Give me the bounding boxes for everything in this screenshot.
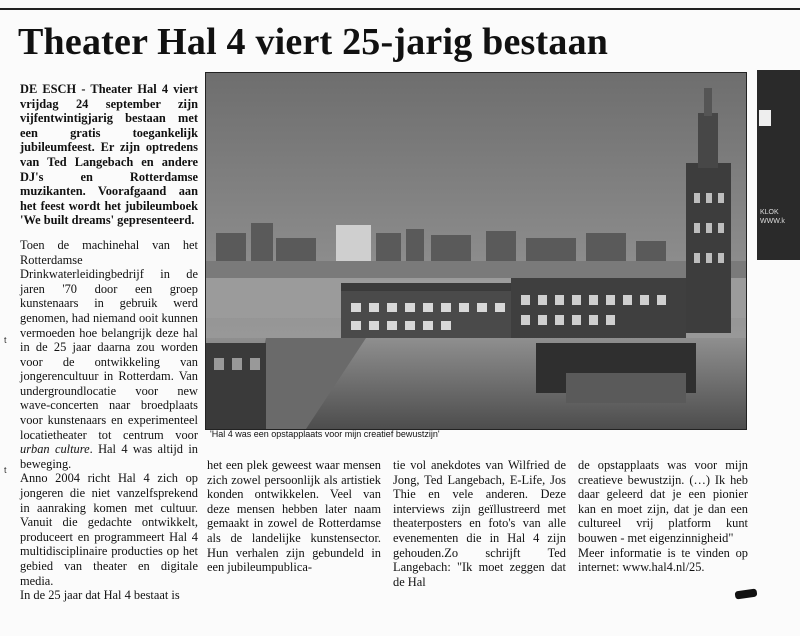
body-text: Toen de machinehal van het Rotterdamse Drinkwaterleidingbedrijf in de jaren '70 door een groep kunstenaars in gebruik werd genomen, had niemand ooit kunnen vermoeden hoe belangrijk deze hal in de 25 jaar daarna zou worden voor de ontwikkeling van jongerencultuur in Rotterdam. Van undergroundlocatie voor new wave-concerten naar broedplaats voor kunstenaars en experimenteel locatietheater tot centrum voor — [20, 237, 198, 442]
emphasis-text: urban culture — [20, 442, 90, 457]
photo-caption: 'Hal 4 was een opstapplaats voor mijn creatief bewustzijn' — [210, 429, 440, 439]
body-paragraph-6: de opstapplaats was voor mijn creatieve bewustzijn. (…) Ik heb daar geleerd dat je een pionier kan en moet zijn, dat je dan een cultureel vrij platform kunt bouwen - met eigenzinnigheid" — [578, 458, 748, 545]
body-paragraph-5: tie vol anekdotes van Wilfried de Jong, Ted Langebach, E-Life, Jos Thie en vele anderen. Deze interviews zijn geïllustreerd met theaterposters en foto's van alle evenementen die in Hal 4 zijn gehouden.Zo schrijft Ted Langebach: "Ik moet zeggen dat de Hal — [393, 458, 566, 589]
clipping-mark — [759, 110, 771, 126]
harbor-photo — [205, 72, 747, 430]
margin-mark: t — [4, 335, 7, 345]
body-paragraph-1 — [20, 238, 198, 472]
column-1 — [20, 82, 198, 603]
column-3 — [393, 458, 566, 589]
column-2 — [207, 458, 381, 575]
clipping-fragment-text: KLOK WWW.k — [760, 209, 785, 225]
page-title: Theater Hal 4 viert 25-jarig bestaan — [18, 21, 609, 63]
ink-blot — [735, 589, 758, 600]
body-text: . Hal 4 was altijd in beweging. — [20, 442, 198, 471]
adjacent-clipping-fragment — [757, 70, 800, 260]
harbor-photo-image — [206, 73, 746, 429]
body-paragraph-3: In de 25 jaar dat Hal 4 bestaat is — [20, 588, 180, 603]
top-rule — [0, 8, 800, 10]
column-4 — [578, 458, 748, 575]
lead-paragraph: DE ESCH - Theater Hal 4 viert vrijdag 24 september zijn vijfentwintigjarig bestaan met een gratis toegankelijk jubileumfeest. Er zijn optredens van Ted Langebach en andere DJ's en Rotterdamse muzikanten. Voorafgaand aan het feest wordt het jubileumboek 'We built dreams' gepresenteerd. — [20, 82, 198, 228]
info-paragraph: Meer informatie is te vinden op internet: www.hal4.nl/25. — [578, 545, 748, 575]
body-paragraph-4: het een plek geweest waar mensen zich zowel persoonlijk als artistiek konden ontwikkelen. Veel van deze mensen hebben later naam gemaakt in zowel de Rotterdamse als de landelijke kunstensector. Hun verhalen zijn gebundeld in een jubileumpublica- — [207, 458, 381, 575]
body-paragraph-2: Anno 2004 richt Hal 4 zich op jongeren die niet vanzelfsprekend in aanraking komen met cultuur. Vanuit die gedachte ontwikkelt, produceert en programmeert Hal 4 multidisciplinaire producties op het gebied van theater en digitale media. — [20, 471, 198, 588]
margin-mark: t — [4, 465, 7, 475]
